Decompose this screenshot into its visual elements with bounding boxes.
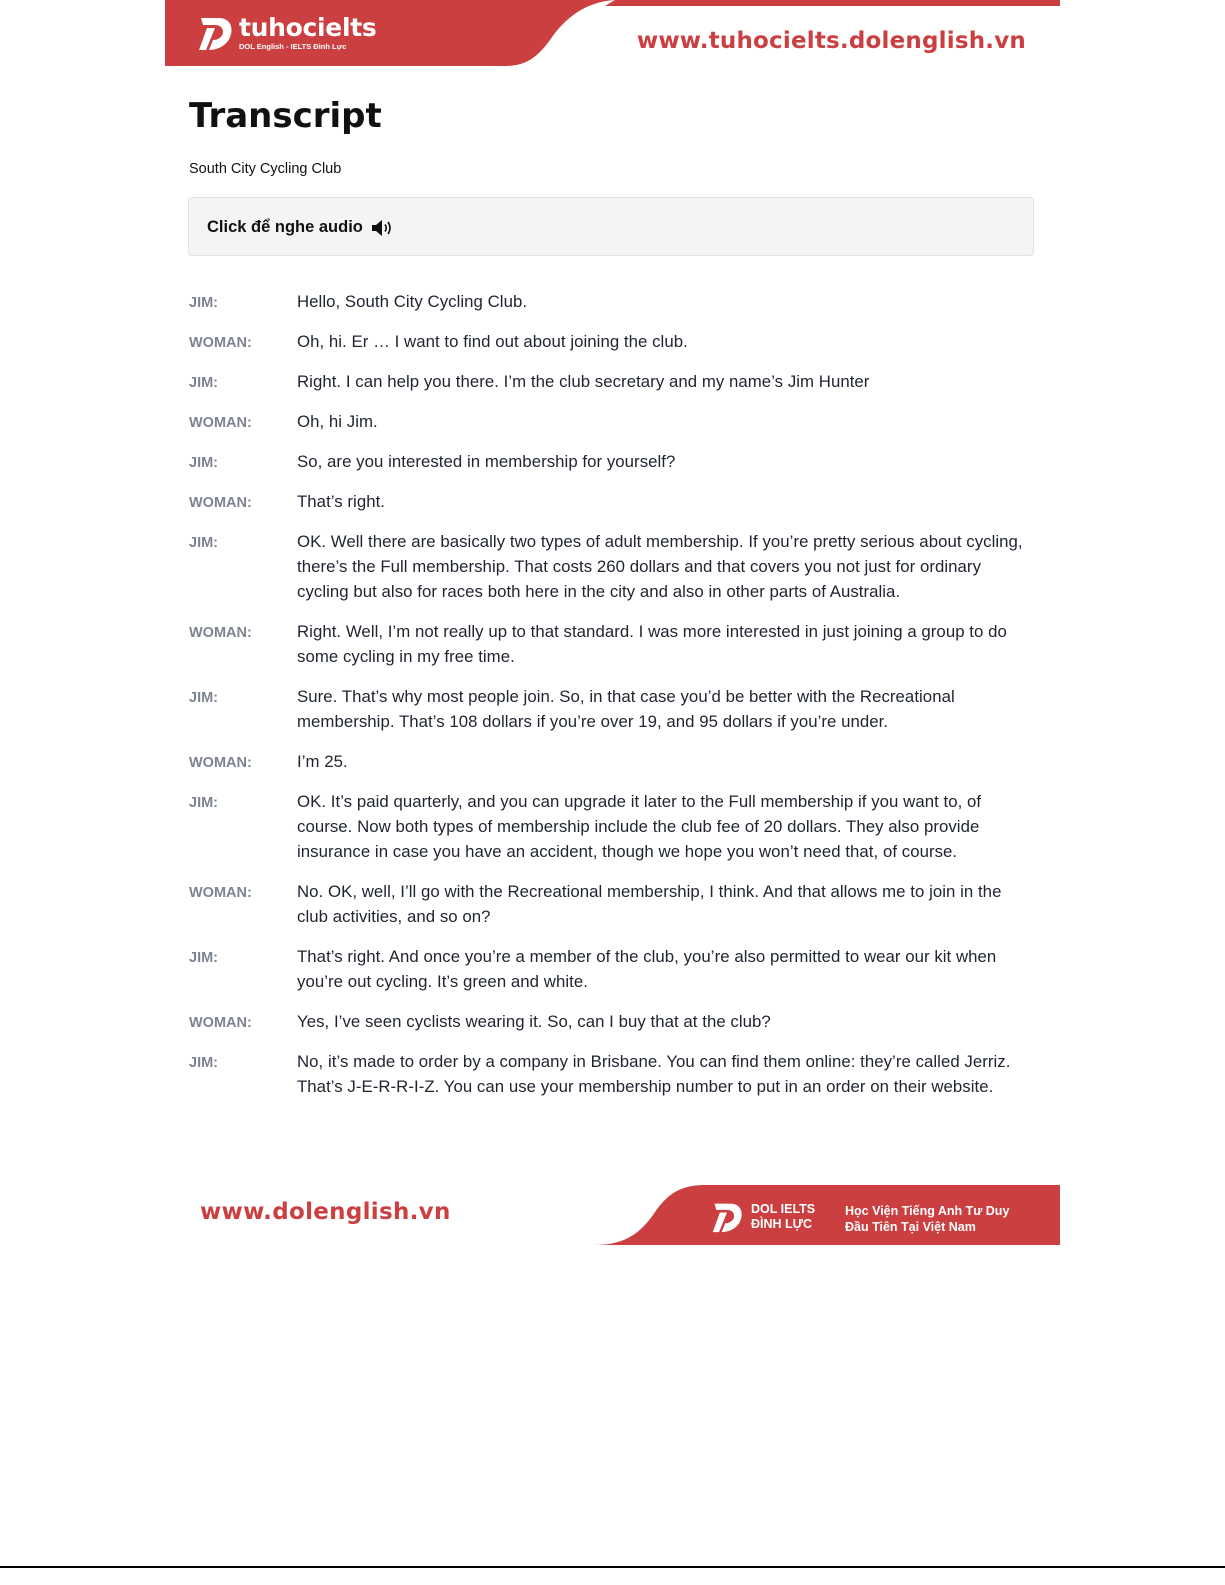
transcript-line bbox=[189, 944, 1034, 994]
transcript-list bbox=[189, 289, 1034, 1114]
speech-text: Oh, hi. Er … I want to find out about joining the club. bbox=[297, 332, 688, 351]
speech-text: Yes, I’ve seen cyclists wearing it. So, can I buy that at the club? bbox=[297, 1012, 771, 1031]
dol-logo[interactable] bbox=[711, 1199, 815, 1235]
header-website-link[interactable]: www.tuhocielts.dolenglish.vn bbox=[636, 28, 1026, 54]
speaker-label: WOMAN: bbox=[189, 755, 252, 771]
tuhocielts-logo[interactable] bbox=[197, 14, 376, 52]
speaker-label: JIM: bbox=[189, 455, 218, 471]
speech-text: OK. Well there are basically two types of adult membership. If you’re pretty serious about cycling, there’s the Full membership. That costs 260 dollars and that covers you not just for ordinary cycling but also for races both here in the city and also in other parts of Australia. bbox=[297, 532, 1023, 601]
logo-tagline: DOL English - IELTS Đình Lực bbox=[239, 41, 347, 51]
footer-slogan-line1: Học Viện Tiếng Anh Tư Duy bbox=[845, 1204, 1010, 1218]
audio-play-box[interactable] bbox=[188, 197, 1034, 256]
transcript-line bbox=[189, 684, 1034, 734]
speech-text: I’m 25. bbox=[297, 752, 348, 771]
speech-text: Right. I can help you there. I’m the club secretary and my name’s Jim Hunter bbox=[297, 372, 870, 391]
speech-text: Hello, South City Cycling Club. bbox=[297, 292, 528, 311]
transcript-line bbox=[189, 749, 1034, 774]
speaker-label: JIM: bbox=[189, 375, 218, 391]
transcript-line bbox=[189, 409, 1034, 434]
speech-text: Right. Well, I’m not really up to that standard. I was more interested in just joining a group to do some cycling in my free time. bbox=[297, 622, 1007, 666]
speech-text: No. OK, well, I’ll go with the Recreational membership, I think. And that allows me to join in the club activities, and so on? bbox=[297, 882, 1002, 926]
transcript-line bbox=[189, 369, 1034, 394]
speech-text: That’s right. And once you’re a member of the club, you’re also permitted to wear our kit when you’re out cycling. It’s green and white. bbox=[297, 947, 997, 991]
footer-brand-line2: ĐÌNH LỰC bbox=[751, 1217, 813, 1231]
footer-slogan-line2: Đầu Tiên Tại Việt Nam bbox=[845, 1220, 976, 1234]
speaker-label: JIM: bbox=[189, 950, 218, 966]
speech-text: So, are you interested in membership for yourself? bbox=[297, 452, 676, 471]
transcript-line bbox=[189, 1009, 1034, 1034]
transcript-line bbox=[189, 1049, 1034, 1099]
speaker-label: JIM: bbox=[189, 690, 218, 706]
transcript-line bbox=[189, 329, 1034, 354]
footer-brand-line1: DOL IELTS bbox=[751, 1202, 816, 1216]
document-page bbox=[165, 0, 1060, 1262]
speaker-label: WOMAN: bbox=[189, 335, 252, 351]
dol-logo-mark-icon bbox=[711, 1199, 743, 1235]
footer-website-link[interactable]: www.dolenglish.vn bbox=[200, 1199, 451, 1225]
page-header bbox=[165, 0, 1060, 68]
bottom-rule bbox=[0, 1566, 1225, 1568]
speech-text: That’s right. bbox=[297, 492, 386, 511]
transcript-line bbox=[189, 289, 1034, 314]
transcript-line bbox=[189, 879, 1034, 929]
page-footer bbox=[165, 1185, 1060, 1249]
speaker-label: WOMAN: bbox=[189, 1015, 252, 1031]
audio-label: Click để nghe audio bbox=[207, 218, 363, 236]
speaker-label: JIM: bbox=[189, 795, 218, 811]
transcript-line bbox=[189, 619, 1034, 669]
transcript-line bbox=[189, 489, 1034, 514]
audio-play-button[interactable] bbox=[207, 218, 393, 237]
footer-slogan bbox=[845, 1203, 1009, 1235]
speaker-label: WOMAN: bbox=[189, 415, 252, 431]
speech-text: Sure. That’s why most people join. So, in that case you’d be better with the Recreational membership. That’s 108 dollars if you’re over 19, and 95 dollars if you’re under. bbox=[297, 687, 955, 731]
transcript-line bbox=[189, 789, 1034, 864]
speaker-icon bbox=[371, 219, 393, 237]
speech-text: Oh, hi Jim. bbox=[297, 412, 378, 431]
speaker-label: WOMAN: bbox=[189, 885, 252, 901]
speaker-label: JIM: bbox=[189, 295, 218, 311]
speaker-label: WOMAN: bbox=[189, 625, 252, 641]
logo-name: tuhocielts bbox=[239, 12, 377, 42]
speaker-label: WOMAN: bbox=[189, 495, 252, 511]
transcript-line bbox=[189, 529, 1034, 604]
speaker-label: JIM: bbox=[189, 1055, 218, 1071]
page-subtitle: South City Cycling Club bbox=[189, 161, 342, 177]
logo-mark-icon bbox=[197, 14, 233, 52]
speech-text: OK. It’s paid quarterly, and you can upgrade it later to the Full membership if you want to, of course. Now both types of membership include the club fee of 20 dollars. They also provide insurance in case you have an accident, though we hope you won’t need that, of course. bbox=[297, 792, 982, 861]
page-title: Transcript bbox=[189, 96, 382, 136]
speech-text: No, it’s made to order by a company in Brisbane. You can find them online: they’re called Jerriz. That’s J-E-R-R-I-Z. You can use your membership number to put in an order on their website. bbox=[297, 1052, 1011, 1096]
transcript-line bbox=[189, 449, 1034, 474]
speaker-label: JIM: bbox=[189, 535, 218, 551]
